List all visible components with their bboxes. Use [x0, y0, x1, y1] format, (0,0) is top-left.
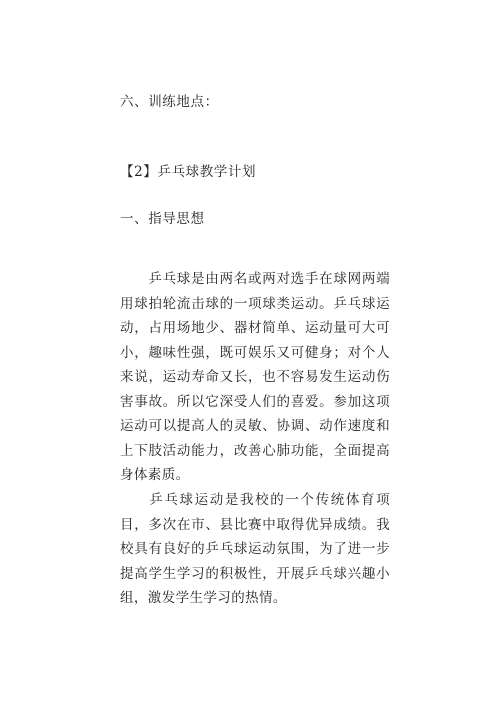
paragraph-1-text: 乒乓球是由两名或两对选手在球网两端用球拍轮流击球的一项球类运动。乒乓球运动，占用场地少、器材简单、运动量可大可小，趣味性强，既可娱乐又可健身；对个人来说，运动寿命又长，也不容易发生运动伤害事故。所以它深受人们的喜爱。参加这项运动可以提高人的灵敏、协调、动作速度和上下肢活动能力，改善心肺功能，全面提高身体素质。 — [120, 271, 390, 483]
section-one-heading: 一、指导思想 — [120, 211, 205, 227]
guiding-philosophy-paragraph — [120, 267, 390, 488]
plan-title: 【2】乒乓球教学计划 — [120, 164, 257, 180]
paragraph-2-text: 乒乓球运动是我校的一个传统体育项目，多次在市、县比赛中取得优异成绩。我校具有良好的乒乓球运动氛围，为了进一步提高学生学习的积极性，开展乒乓球兴趣小组，激发学生学习的热情。 — [120, 492, 390, 606]
section-six-heading: 六、训练地点： — [120, 94, 219, 110]
school-tradition-paragraph — [120, 488, 390, 611]
